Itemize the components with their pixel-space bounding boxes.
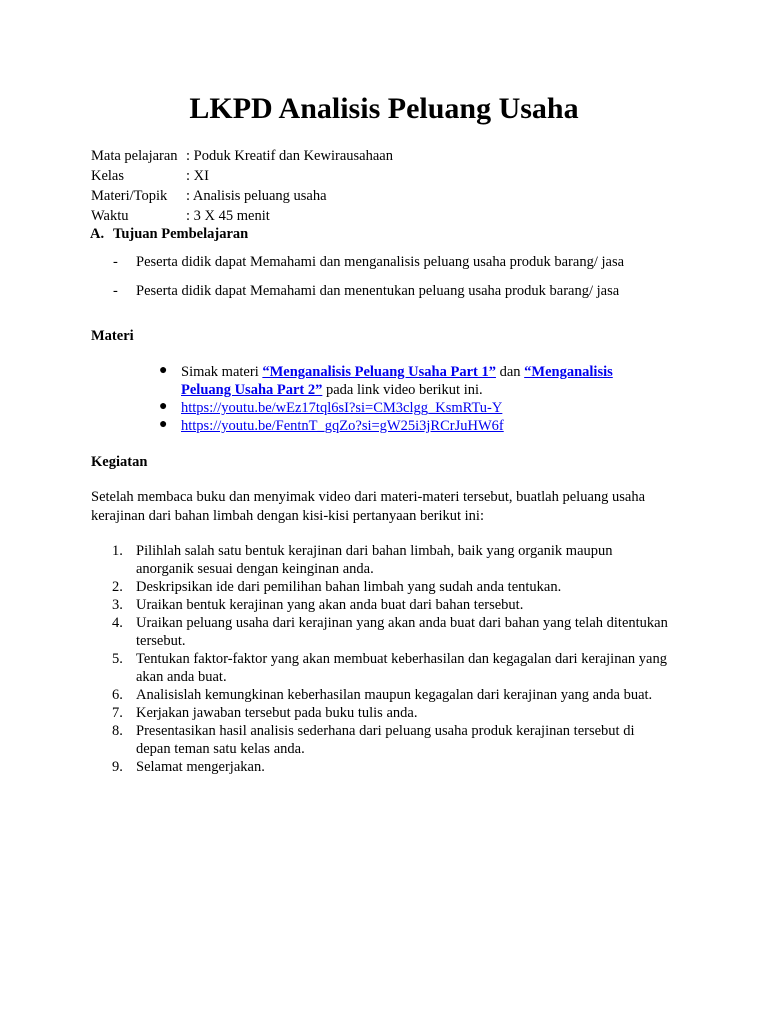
meta-info-block: [91, 146, 393, 226]
list-number: 7.: [112, 705, 123, 721]
list-item: [112, 650, 672, 686]
section-heading-kegiatan: Kegiatan: [91, 454, 148, 470]
list-item-text: Uraikan bentuk kerajinan yang akan anda buat dari bahan tersebut.: [136, 597, 524, 613]
meta-value: : 3 X 45 menit: [186, 208, 270, 224]
materi-intro-text: pada link video berikut ini.: [322, 382, 483, 398]
list-number: 1.: [112, 543, 123, 559]
list-number: 2.: [112, 579, 123, 595]
video-url-link[interactable]: https://youtu.be/FentnT_gqZo?si=gW25i3jRCrJuHW6f: [181, 418, 504, 434]
meta-label: Kelas: [91, 168, 125, 184]
section-letter: A.: [90, 226, 105, 242]
tujuan-list: [113, 252, 624, 310]
section-heading-text: Tujuan Pembelajaran: [113, 226, 249, 242]
list-number: 5.: [112, 651, 123, 667]
list-number: 9.: [112, 759, 123, 775]
meta-value: : XI: [186, 168, 209, 184]
materi-part2-link[interactable]: “Menganalisis Peluang Usaha Part 2”: [181, 364, 613, 398]
materi-part1-link[interactable]: “Menganalisis Peluang Usaha Part 1”: [262, 364, 496, 380]
list-item-text: Tentukan faktor-faktor yang akan membuat keberhasilan dan kegagalan dari kerajinan yang akan anda buat.: [136, 651, 667, 685]
list-item: [112, 758, 672, 776]
bullet-icon: ●: [159, 417, 168, 432]
dash-marker: -: [113, 283, 118, 299]
list-item-text: Presentasikan hasil analisis sederhana dari peluang usaha produk kerajinan tersebut di depan teman satu kelas anda.: [136, 723, 635, 757]
materi-list: [159, 363, 639, 435]
list-number: 3.: [112, 597, 123, 613]
list-item: [159, 417, 639, 435]
list-item: [113, 281, 624, 310]
list-number: 6.: [112, 687, 123, 703]
list-number: 4.: [112, 615, 123, 631]
list-item: [112, 704, 672, 722]
meta-value: : Analisis peluang usaha: [186, 188, 327, 204]
meta-row-waktu: [91, 206, 393, 226]
list-item-text: Uraikan peluang usaha dari kerajinan yang akan anda buat dari bahan yang telah ditentukan tersebut.: [136, 615, 668, 649]
list-item: [112, 596, 672, 614]
list-item-text: Peserta didik dapat Memahami dan menganalisis peluang usaha produk barang/ jasa: [136, 254, 625, 270]
section-heading-materi: Materi: [91, 328, 134, 344]
list-item-text: Analisislah kemungkinan keberhasilan maupun kegagalan dari kerajinan yang anda buat.: [136, 687, 653, 703]
document-title: LKPD Analisis Peluang Usaha: [189, 92, 579, 125]
kegiatan-paragraph: Setelah membaca buku dan menyimak video dari materi-materi tersebut, buatlah peluang usaha kerajinan dari bahan limbah dengan kisi-kisi pertanyaan berikut ini:: [91, 489, 646, 524]
list-item-text: Peserta didik dapat Memahami dan menentukan peluang usaha produk barang/ jasa: [136, 283, 620, 299]
dash-marker: -: [113, 254, 118, 270]
meta-label: Materi/Topik: [91, 188, 168, 204]
list-item-text: Kerjakan jawaban tersebut pada buku tulis anda.: [136, 705, 418, 721]
meta-row-mata-pelajaran: [91, 146, 393, 166]
meta-label: Waktu: [91, 208, 129, 224]
materi-intro-text: Simak materi: [181, 364, 263, 380]
section-heading-tujuan: [90, 226, 248, 243]
list-item: [159, 399, 639, 417]
materi-intro-text: dan: [495, 364, 525, 380]
kegiatan-list: [112, 542, 672, 776]
list-number: 8.: [112, 723, 123, 739]
list-item: [112, 578, 672, 596]
bullet-icon: ●: [159, 363, 168, 378]
meta-row-materi-topik: [91, 186, 393, 206]
list-item: [159, 363, 639, 399]
bullet-icon: ●: [159, 399, 168, 414]
list-item: [112, 614, 672, 650]
list-item-text: Pilihlah salah satu bentuk kerajinan dari bahan limbah, baik yang organik maupun anorganik sesuai dengan keinginan anda.: [136, 543, 613, 577]
list-item-text: Selamat mengerjakan.: [136, 759, 265, 775]
meta-label: Mata pelajaran: [91, 148, 178, 164]
list-item: [112, 542, 672, 578]
meta-row-kelas: [91, 166, 393, 186]
list-item: [112, 686, 672, 704]
video-url-link[interactable]: https://youtu.be/wEz17tql6sI?si=CM3clgg_KsmRTu-Y: [181, 400, 503, 416]
list-item: [112, 722, 672, 758]
list-item: [113, 252, 624, 281]
list-item-text: Deskripsikan ide dari pemilihan bahan limbah yang sudah anda tentukan.: [136, 579, 562, 595]
meta-value: : Poduk Kreatif dan Kewirausahaan: [186, 148, 393, 164]
